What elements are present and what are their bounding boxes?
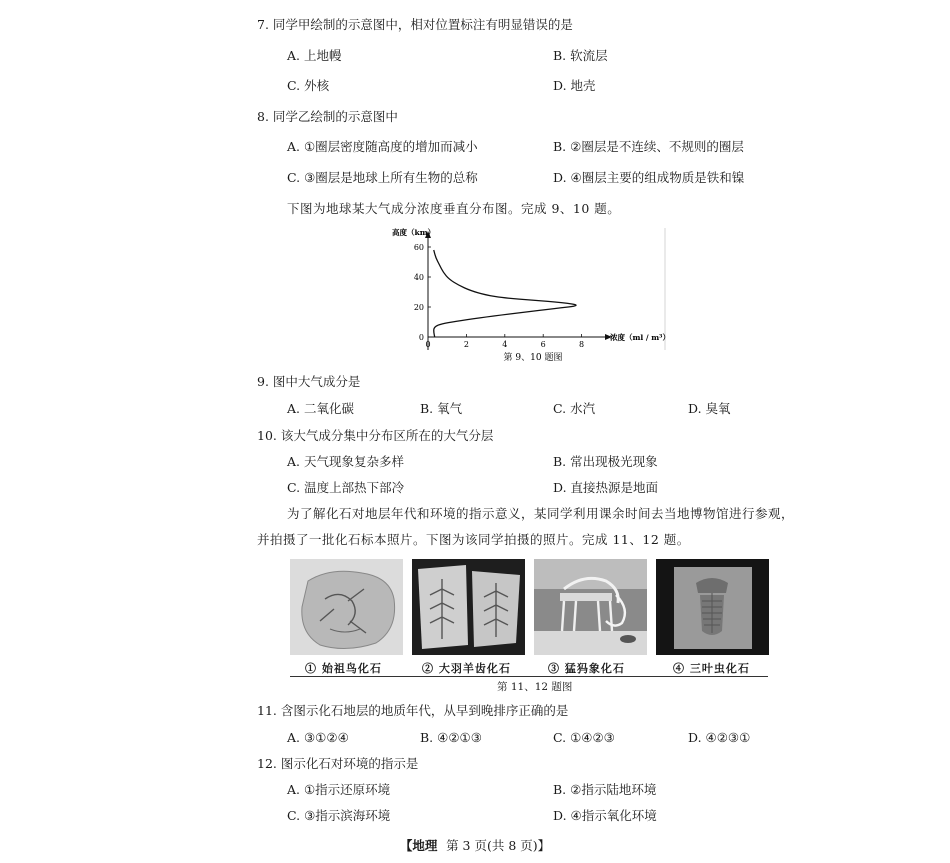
q8-option-d: D. ④圈层主要的组成物质是铁和镍 <box>553 170 745 185</box>
x-tick-label: 0 <box>425 340 431 349</box>
photo-label-4: ④ 三叶虫化石 <box>673 662 750 675</box>
q12-option-b: B. ②指示陆地环境 <box>553 782 657 797</box>
q11-option-d: D. ④②③① <box>688 730 751 745</box>
photo-label-3: ③ 猛犸象化石 <box>548 662 625 675</box>
y-tick-label: 20 <box>413 303 424 312</box>
q8-option-b: B. ②圈层是不连续、不规则的圈层 <box>553 139 744 154</box>
intro-9-10: 下图为地球某大气成分浓度垂直分布图。完成 9、10 题。 <box>287 201 621 216</box>
q12-option-c: C. ③指示滨海环境 <box>287 808 391 823</box>
photo-label-2: ② 大羽羊齿化石 <box>422 662 511 675</box>
x-tick-label: 4 <box>502 340 508 349</box>
photo-trilobite-fossil <box>656 559 769 655</box>
q11-option-b: B. ④②①③ <box>420 730 482 745</box>
y-tick-label: 0 <box>418 333 424 342</box>
q9-option-d: D. 臭氧 <box>688 401 731 416</box>
q10-option-a: A. 天气现象复杂多样 <box>287 454 404 469</box>
q7-stem: 7. 同学甲绘制的示意图中，相对位置标注有明显错误的是 <box>257 17 573 32</box>
intro-11-12-line1: 为了解化石对地层年代和环境的指示意义，某同学利用课余时间去当地博物馆进行参观， <box>287 506 795 521</box>
ozone-concentration-chart <box>388 226 673 366</box>
q10-option-b: B. 常出现极光现象 <box>553 454 658 469</box>
y-axis-label: 高度（km） <box>392 228 436 237</box>
photo-mammoth-fossil <box>534 559 647 655</box>
q11-stem: 11. 含图示化石地层的地质年代，从早到晚排序正确的是 <box>257 703 569 718</box>
photo-label-1: ① 始祖鸟化石 <box>305 662 382 675</box>
photo-archaeopteryx-fossil <box>290 559 403 655</box>
q12-stem: 12. 图示化石对环境的指示是 <box>257 756 419 771</box>
footer-subject: 【地理 <box>399 838 438 853</box>
x-tick-label: 6 <box>540 340 546 349</box>
q12-option-d: D. ④指示氧化环境 <box>553 808 657 823</box>
q12-option-a: A. ①指示还原环境 <box>287 782 391 797</box>
q10-stem: 10. 该大气成分集中分布区所在的大气分层 <box>257 428 494 443</box>
intro-11-12-line2: 并拍摄了一批化石标本照片。下图为该同学拍摄的照片。完成 11、12 题。 <box>257 532 690 547</box>
chart-caption: 第 9、10 题图 <box>503 353 563 363</box>
q7-option-b: B. 软流层 <box>553 48 608 63</box>
x-tick-label: 2 <box>463 340 469 349</box>
q9-option-b: B. 氧气 <box>420 401 463 416</box>
footer-page: 第 3 页(共 8 页)】 <box>446 838 551 853</box>
q9-option-a: A. 二氧化碳 <box>287 401 354 416</box>
page-footer <box>0 836 950 854</box>
q7-option-d: D. 地壳 <box>553 78 596 93</box>
q11-option-c: C. ①④②③ <box>553 730 615 745</box>
y-tick-label: 60 <box>413 243 424 252</box>
q8-option-a: A. ①圈层密度随高度的增加而减小 <box>287 139 478 154</box>
photos-caption: 第 11、12 题图 <box>497 681 573 693</box>
q11-option-a: A. ③①②④ <box>287 730 349 745</box>
x-tick-label: 8 <box>579 340 585 349</box>
photo-labels-row <box>290 660 768 677</box>
q7-option-a: A. 上地幔 <box>287 48 342 63</box>
q7-option-c: C. 外核 <box>287 78 330 93</box>
y-tick-label: 40 <box>413 273 424 282</box>
q9-option-c: C. 水汽 <box>553 401 596 416</box>
x-axis-label: 浓度（ml / m³） <box>610 333 670 342</box>
q9-stem: 9. 图中大气成分是 <box>257 374 361 389</box>
q8-stem: 8. 同学乙绘制的示意图中 <box>257 109 398 124</box>
q8-option-c: C. ③圈层是地球上所有生物的总称 <box>287 170 478 185</box>
q10-option-c: C. 温度上部热下部冷 <box>287 480 405 495</box>
q10-option-d: D. 直接热源是地面 <box>553 480 659 495</box>
photo-gigantopteris-fossil <box>412 559 525 655</box>
